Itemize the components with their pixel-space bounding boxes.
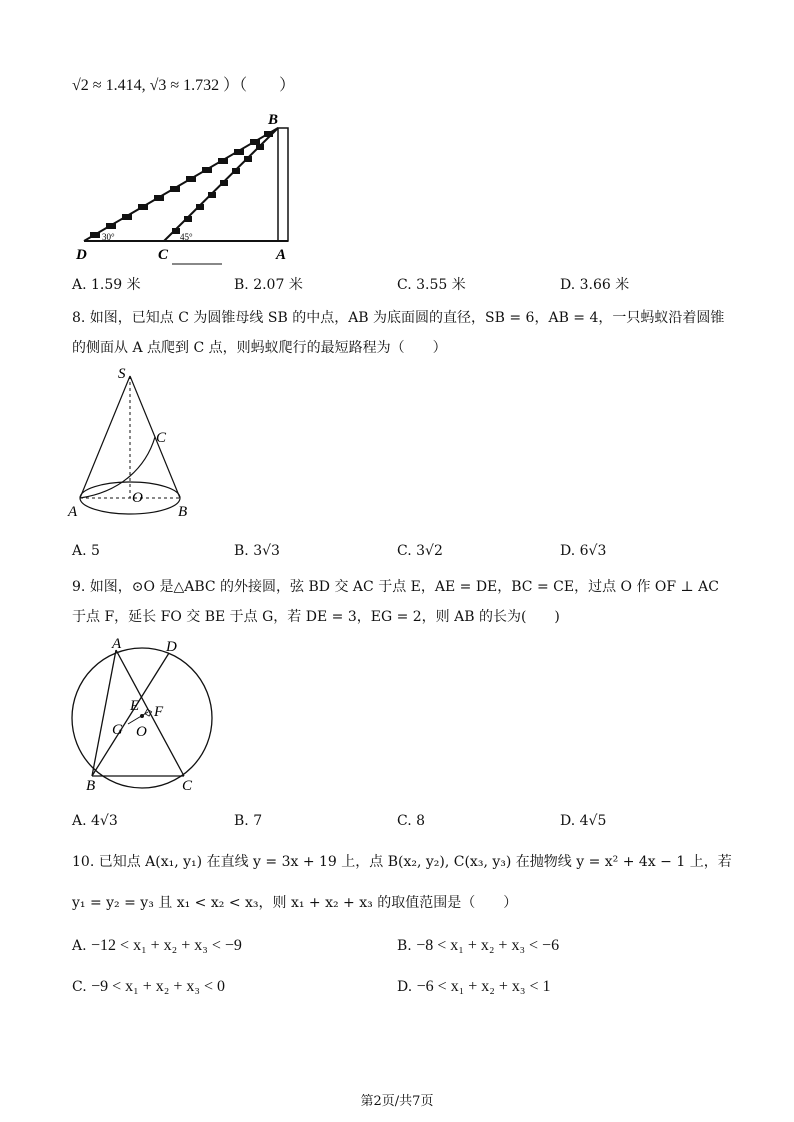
- q9-option-a[interactable]: A. 4√3: [72, 813, 118, 829]
- label-O: O: [136, 724, 147, 740]
- q10-option-a[interactable]: A. −12 < x₁ + x₂ + x₃ < −9: [72, 937, 242, 954]
- q10-line2: y₁ = y₂ = y₃ 且 x₁ < x₂ < x₃，则 x₁ + x₂ + x₃ 的取值范围是（ ）: [72, 895, 518, 911]
- label-A: A: [276, 247, 287, 263]
- q9-option-b[interactable]: B. 7: [234, 813, 263, 829]
- label-C: C: [156, 430, 167, 446]
- label-A: A: [112, 636, 122, 652]
- angle-c-label: 45°: [180, 232, 193, 242]
- q10-option-d[interactable]: D. −6 < x₁ + x₂ + x₃ < 1: [397, 978, 551, 995]
- q7-approx-text: √2 ≈ 1.414, √3 ≈ 1.732 ）（ ）: [72, 77, 296, 94]
- q9-line1: 9. 如图，⊙O 是△ABC 的外接圆，弦 BD 交 AC 于点 E，AE = DE，BC = CE，过点 O 作 OF ⊥ AC: [72, 579, 719, 595]
- label-E: E: [130, 698, 140, 714]
- q7-option-b[interactable]: B. 2.07 米: [234, 277, 303, 293]
- label-A: A: [68, 504, 78, 520]
- label-D: D: [166, 639, 177, 655]
- q10-line1: 10. 已知点 A(x₁, y₁) 在直线 y = 3x + 19 上，点 B(x₂, y₂), C(x₃, y₃) 在抛物线 y = x² + 4x − 1 上，若: [72, 854, 732, 870]
- q8-line1: 8. 如图，已知点 C 为圆锥母线 SB 的中点，AB 为底面圆的直径，SB = 6，AB = 4，一只蚂蚁沿着圆锥: [72, 310, 725, 326]
- q10-option-c[interactable]: C. −9 < x₁ + x₂ + x₃ < 0: [72, 978, 225, 995]
- label-C: C: [158, 247, 169, 263]
- label-B: B: [178, 504, 188, 520]
- q7-option-d[interactable]: D. 3.66 米: [560, 277, 630, 293]
- q8-line2: 的侧面从 A 点爬到 C 点，则蚂蚁爬行的最短路程为（ ）: [72, 340, 447, 356]
- staircase-figure: [72, 106, 302, 266]
- q8-option-c[interactable]: C. 3√2: [397, 543, 443, 559]
- label-F: F: [154, 704, 164, 720]
- q7-option-c[interactable]: C. 3.55 米: [397, 277, 466, 293]
- label-G: G: [112, 722, 123, 738]
- label-B: B: [86, 778, 96, 794]
- circle-figure: [66, 636, 226, 796]
- label-B: B: [268, 112, 279, 128]
- angle-d-label: 30°: [102, 232, 115, 242]
- q8-option-d[interactable]: D. 6√3: [560, 543, 607, 559]
- q9-line2: 于点 F，延长 FO 交 BE 于点 G，若 DE = 3，EG = 2，则 AB 的长为( ): [72, 609, 560, 625]
- q8-option-b[interactable]: B. 3√3: [234, 543, 280, 559]
- cone-figure: [66, 362, 206, 532]
- q8-option-a[interactable]: A. 5: [72, 543, 100, 559]
- label-D: D: [76, 247, 87, 263]
- label-S: S: [118, 366, 126, 382]
- q9-option-c[interactable]: C. 8: [397, 813, 426, 829]
- q9-option-d[interactable]: D. 4√5: [560, 813, 607, 829]
- q10-option-b[interactable]: B. −8 < x₁ + x₂ + x₃ < −6: [397, 937, 560, 954]
- page-footer: 第2页/共7页: [360, 1094, 434, 1109]
- label-O: O: [132, 490, 143, 506]
- label-C: C: [182, 778, 193, 794]
- q7-option-a[interactable]: A. 1.59 米: [72, 277, 141, 293]
